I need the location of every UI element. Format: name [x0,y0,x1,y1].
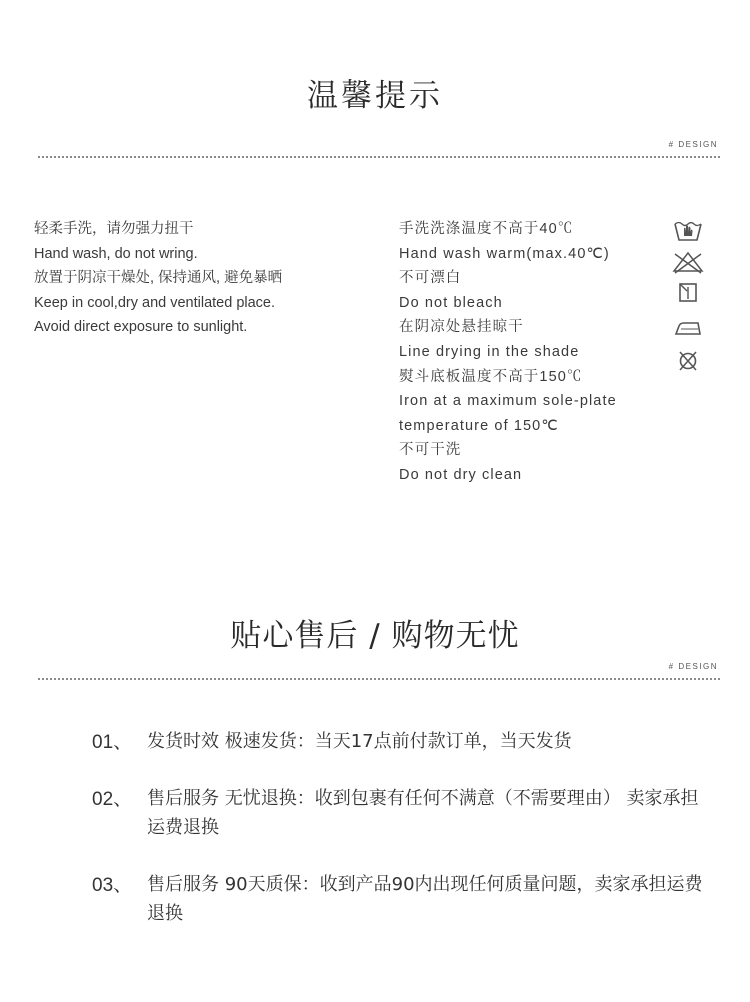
care-line: 手洗洗涤温度不高于40℃ [399,221,574,237]
care-line: temperature of 150℃ [399,417,559,434]
no-bleach-icon [671,249,705,275]
care-line: Hand wash warm(max.40℃) [399,245,610,262]
care-line: 在阴凉处悬挂晾干 [399,319,524,336]
service-text: 售后服务 无忧退换：收到包裹有任何不满意（不需要理由） 卖家承担运费退换 [147,788,699,838]
service-text: 发货时效 极速发货：当天17点前付款订单，当天发货 [147,731,572,752]
service-number: 02、 [92,789,133,810]
hand-wash-icon [671,218,705,244]
care-line: Do not dry clean [399,466,523,483]
service-number: 01、 [92,732,133,753]
service-text: 售后服务 90天质保：收到产品90内出现任何质量问题，卖家承担运费退换 [147,874,703,924]
care-line: 不可漂白 [399,270,462,287]
dotted-divider [38,156,720,158]
iron-icon [671,314,705,340]
care-instructions-left [34,217,364,340]
design-tag: # DESIGN [668,662,718,671]
care-instructions-right [399,217,674,488]
care-line: Avoid direct exposure to sunlight. [34,319,248,336]
care-line: Iron at a maximum sole-plate [399,393,617,410]
service-number: 03、 [92,875,133,896]
after-sales-title: 贴心售后 / 购物无忧 [230,618,520,654]
care-line: 熨斗底板温度不高于150℃ [399,368,583,385]
design-tag: # DESIGN [668,140,718,149]
care-line: Hand wash, do not wring. [34,245,198,262]
care-line: Do not bleach [399,294,503,311]
care-line: 不可干洗 [399,442,462,459]
dotted-divider [38,678,720,680]
care-line: 轻柔手洗，请勿强力扭干 [34,221,194,237]
care-line: 放置于阴凉干燥处, 保持通风, 避免暴晒 [34,270,283,287]
no-dry-clean-icon [671,348,705,374]
care-line: Keep in cool,dry and ventilated place. [34,294,276,311]
care-tips-title: 温馨提示 [307,78,443,114]
care-line: Line drying in the shade [399,343,580,360]
line-dry-shade-icon [671,280,705,306]
